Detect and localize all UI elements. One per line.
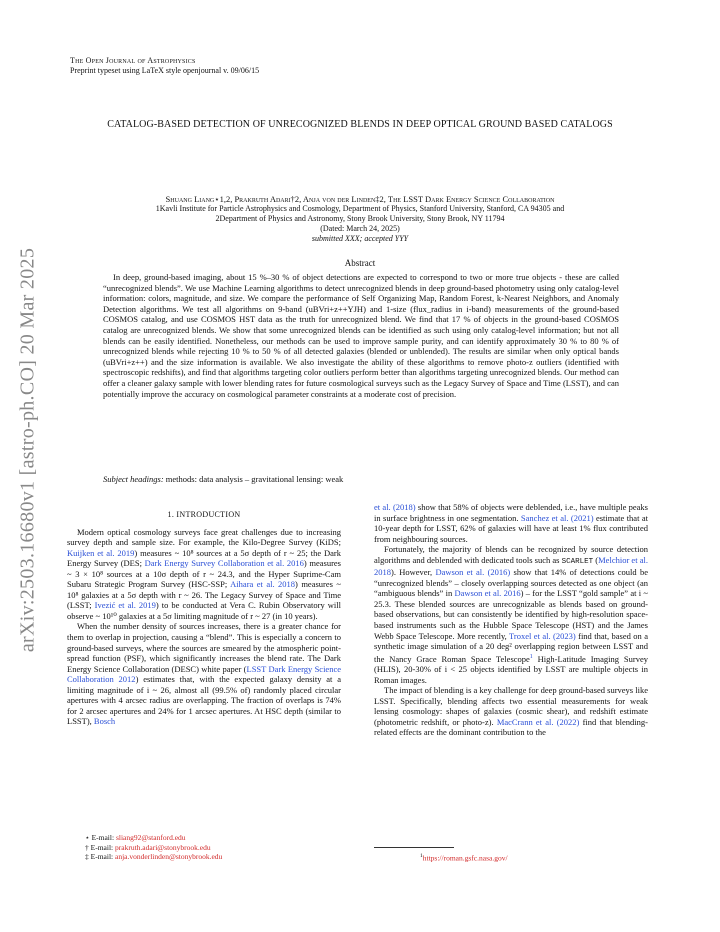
footnote-1: $^1$https://roman.gsfc.nasa.gov/ [420, 853, 508, 863]
citation-link[interactable]: Bosch [93, 716, 116, 727]
journal-name: The Open Journal of Astrophysics [70, 56, 196, 65]
citation-link[interactable]: Aihara et al. 2018 [230, 579, 296, 590]
author-block [60, 194, 660, 244]
paper-title: CATALOG-BASED DETECTION OF UNRECOGNIZED BLENDS IN DEEP OPTICAL GROUND BASED CATALOGS [107, 119, 613, 130]
preprint-note: Preprint typeset using LaTeX style openjournal v. 09/06/15 [70, 66, 260, 75]
right-column [374, 502, 648, 738]
intro-paragraph-2-cont: et al. (2018) show that 58% of objects were deblended, i.e., have multiple peaks in surface brightness in one segmentation. Sanchez et al. (2021) estimate that at 10-year depth for LSST, 62% of galaxies will have at least 1% flux contributed from neighbouring sources. [374, 502, 648, 544]
subject-text: methods: data analysis – gravitational lensing: weak [163, 474, 344, 484]
scarlet-code: SCARLET [561, 557, 594, 566]
citation-link[interactable]: et al. (2018) [374, 502, 416, 512]
journal-header [70, 56, 259, 76]
subject-label: Subject headings: [103, 474, 164, 484]
subject-headings [103, 474, 619, 484]
footnote-rule [374, 847, 454, 848]
intro-paragraph-2: When the number density of sources increases, there is a greater chance for them to overlap in projection, causing a “blend”. This is especially a concern to ground-based surveys, where the sources are smeared by the atmospheric point-spread function (PSF), which significantly increases the blend rate. The Dark Energy Science Collaboration (DESC) white paper (LSST Dark Energy Science Collaboration 2012) estimates that, with the expected galaxy density at a limiting magnitude of i ~ 26, almost all (99.5% of) randomly placed circular apertures with 4 arcsec radius are overlapping. The fraction of overlaps is 74% for 2 arcsec apertures and 24% for 1 arcsec apertures. At HSC depth (similar to LSST), Bosch [67, 621, 341, 727]
intro-paragraph-3: Fortunately, the majority of blends can be recognized by source detection algorithms and deblended with dedicated tools such as SCARLET (Melchior et al. 2018). However, Dawson et al. (2016) show that 14% of detections could be “unrecognized blends” – closely overlapping sources detected as one object (an “ambiguous blends” in Dawson et al. 2016) – for the LSST “gold sample” at i ~ 25.3. These blended sources are unrecognizable as blends based on ground-based observations, but can consistently be identified by high-resolution space-based instruments such as the Hubble Space Telescope (HST) and the James Webb Space Telescope. More recently, Troxel et al. (2023) find that, based on a synthetic image simulation of a 20 deg² overlapping region between LSST and the Nancy Grace Roman Space Telescope$^1$ High-Latitude Imaging Survey (HLIS), 20-30% of i < 25 objects identified by LSST are multiple objects in Roman images. [374, 544, 648, 685]
citation-link[interactable]: LSST Dark Energy Science Collaboration 2012 [67, 663, 341, 685]
affiliation-1: 1Kavli Institute for Particle Astrophysics and Cosmology, Department of Physics, Stanford University, Stanford, CA 94305 and [155, 204, 565, 213]
citation-link[interactable]: Dawson et al. 2016 [454, 588, 521, 599]
roman-url-link[interactable]: https://roman.gsfc.nasa.gov/ [422, 853, 508, 863]
email-link-3[interactable]: anja.vonderlinden@stonybrook.edu [115, 852, 223, 861]
dated-line: (Dated: March 24, 2025) [320, 224, 400, 233]
abstract-text: In deep, ground-based imaging, about 15 %–30 % of object detections are expected to correspond to two or more true objects - these are called “unrecognized blends”. We use Machine Learning algorithms to detect unrecognized blends in deep ground-based photometry using only catalog-level information: colors, magnitude, and size. We compare the performance of Self Organizing Map, Random Forest, k-Nearest Neighbors, and Anomaly Detection algorithms. We test all algorithms on 9-band (uBVri+z++YJH) and 1-size (flux_radius in i-band) measurements of the ground-based COSMOS catalog, and use COSMOS HST data as the truth for unrecognized blend. We find that 17 % of objects in the ground-based COSMOS catalog are unrecognized blends. We show that some unrecognized blends can be identified as such using only catalog-level information; but not all blends can be easily identified. Nonetheless, our methods can be used to improve sample purity, and can identify approximately 30 % to 80 % of unrecognized blends while rejecting 10 % to 50 % of all detected galaxies (blended or unblended). The results are similar when only optical bands (uBVri+z++) and the size information is available. We also investigate the ability of these algorithms to remove photo-z outliers (identified with spectroscopic redshifts), and find that algorithms targeting color outliers perform better than algorithms targeting unrecognized blends. Our method can offer a cleaner galaxy sample with lower blending rates for future cosmological surveys such as the Legacy Survey of Space and Time (LSST), and can potentially improve the accuracy on cosmological parameter constraints at a moderate cost of precision. [103, 272, 619, 399]
footnote-marker[interactable]: 1 [529, 653, 533, 660]
intro-paragraph-4: The impact of blending is a key challenge for deep ground-based surveys like LSST. Specifically, blending affects two essential measurements for weak lensing cosmology: shapes of galaxies (cosmic shear), and redshift estimate (photometric redshift, or photo-z). MacCrann et al. (2022) find that blending-related effects are the dominant contribution to the [374, 685, 648, 738]
intro-paragraph-1: Modern optical cosmology surveys face great challenges due to increasing survey depth and sample size. For example, the Kilo-Degree Survey (KiDS; Kuijken et al. 2019) measures ~ 10⁸ sources at a 5σ depth of r ~ 25; the Dark Energy Survey (DES; Dark Energy Survey Collaboration et al. 2016) measures ~ 3 × 10⁸ sources at a 10σ depth of r ~ 24.3, and the Hyper Suprime-Cam Subaru Strategic Program Survey (HSC-SSP; Aihara et al. 2018) measures ~ 10⁸ galaxies at a 5σ depth with r ~ 26. The Legacy Survey of Space and Time (LSST; Ivezić et al. 2019) to be conducted at Vera C. Rubin Observatory will observe ~ 10¹⁰ galaxies at a 5σ limiting magnitude of r ~ 27 (in 10 years). [67, 526, 342, 621]
affiliation-2: 2Department of Physics and Astronomy, Stony Brook University, Stony Brook, NY 11794 [215, 214, 505, 223]
citation-link[interactable]: Dawson et al. (2016) [435, 567, 511, 578]
arxiv-sidebar-stamp [12, 150, 44, 750]
section-heading: 1. INTRODUCTION [167, 510, 241, 519]
citation-link[interactable]: Kuijken et al. 2019 [67, 547, 135, 558]
email-link-1[interactable]: sliang92@stanford.edu [115, 833, 186, 842]
submission-status: submitted XXX; accepted YYY [311, 234, 409, 243]
citation-link[interactable]: Sanchez et al. (2021) [520, 512, 594, 523]
arxiv-id: arXiv:2503.16680v1 [astro-ph.CO] 20 Mar 2025 [16, 247, 39, 653]
citation-link[interactable]: Troxel et al. (2023) [509, 630, 576, 641]
left-column [67, 510, 341, 727]
email-link-2[interactable]: prakruth.adari@stonybrook.edu [115, 842, 211, 852]
citation-link[interactable]: Dark Energy Survey Collaboration et al. 2016 [144, 558, 304, 569]
citation-link[interactable]: Melchior et al. 2018 [374, 554, 648, 578]
author-list: Shuang Liang⋆1,2, Prakruth Adari†2, Anja von der Linden‡2, The LSST Dark Energy Science Collaboration [165, 194, 555, 204]
author-emails: ⋆ E-mail: sliang92@stanford.edu † E-mail: prakruth.adari@stonybrook.edu ‡ E-mail: anja.vonderlinden@stonybrook.edu [85, 833, 223, 861]
abstract-heading: Abstract [344, 258, 376, 268]
citation-link[interactable]: MacCrann et al. (2022) [496, 716, 580, 727]
citation-link[interactable]: Ivezić et al. 2019 [94, 600, 156, 611]
